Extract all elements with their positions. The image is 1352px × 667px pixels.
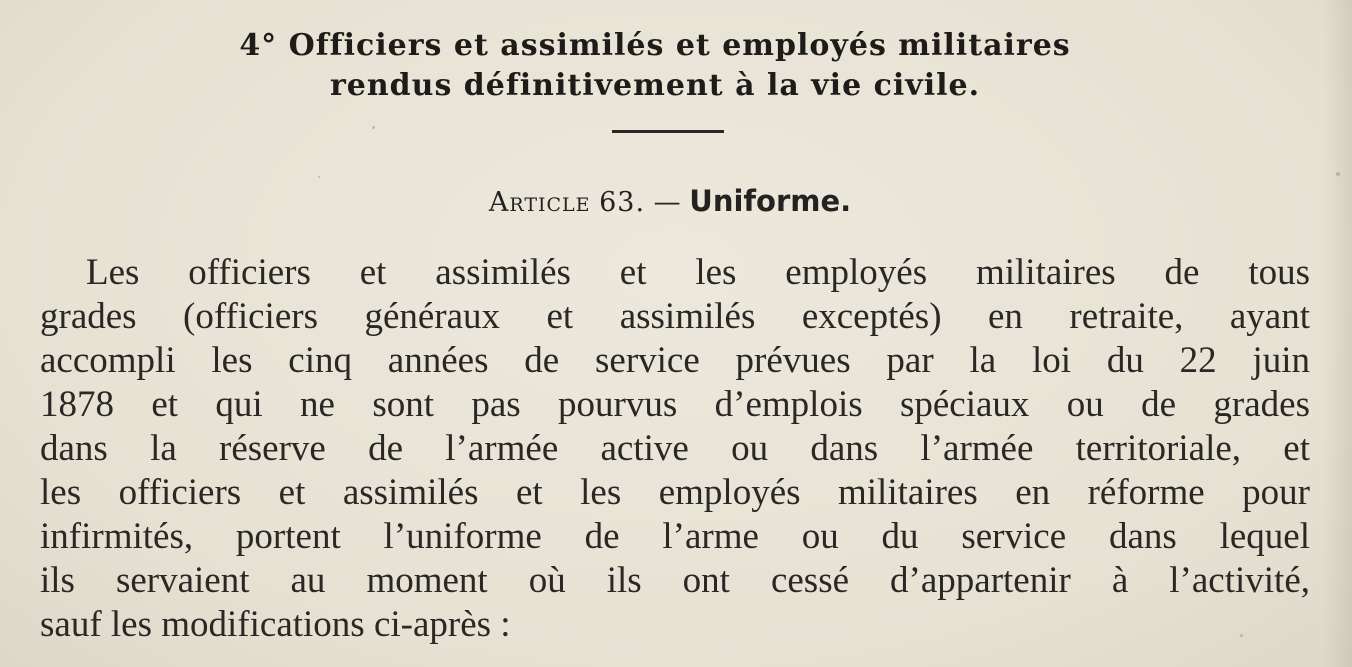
- article-dash: —: [653, 187, 681, 218]
- paragraph-line: ils servaient au moment où ils ont cessé d’appartenir à l’activité,: [40, 560, 1310, 601]
- article-body-paragraph: [40, 251, 1310, 647]
- paragraph-line: infirmités, portent l’uniforme de l’arme ou du service dans lequel: [40, 516, 1310, 557]
- paper-speck: [318, 176, 320, 178]
- section-heading-line-1: 4° Officiers et assimilés et employés militaires: [239, 28, 1071, 63]
- section-heading-line-2: rendus définitivement à la vie civile.: [329, 68, 981, 103]
- paper-speck: [372, 126, 375, 129]
- separator-rule: [612, 130, 724, 133]
- page-edge-shadow: [1324, 0, 1352, 667]
- article-label: Article: [488, 187, 591, 218]
- article-number: 63.: [599, 187, 646, 218]
- paper-speck: [1336, 172, 1340, 176]
- paragraph-line: grades (officiers généraux et assimilés exceptés) en retraite, ayant: [40, 296, 1310, 337]
- paper-speck: [1240, 634, 1243, 637]
- paragraph-line: dans la réserve de l’armée active ou dans l’armée territoriale, et: [40, 428, 1310, 469]
- article-heading: [0, 184, 1340, 218]
- paragraph-line: sauf les modifications ci-après :: [40, 604, 511, 645]
- paragraph-line: les officiers et assimilés et les employés militaires en réforme pour: [40, 472, 1310, 513]
- paragraph-line: accompli les cinq années de service prévues par la loi du 22 juin: [40, 340, 1310, 381]
- article-title: Uniforme.: [689, 184, 852, 218]
- paragraph-line: Les officiers et assimilés et les employés militaires de tous: [86, 252, 1310, 293]
- paragraph-line: 1878 et qui ne sont pas pourvus d’emplois spéciaux ou de grades: [40, 384, 1310, 425]
